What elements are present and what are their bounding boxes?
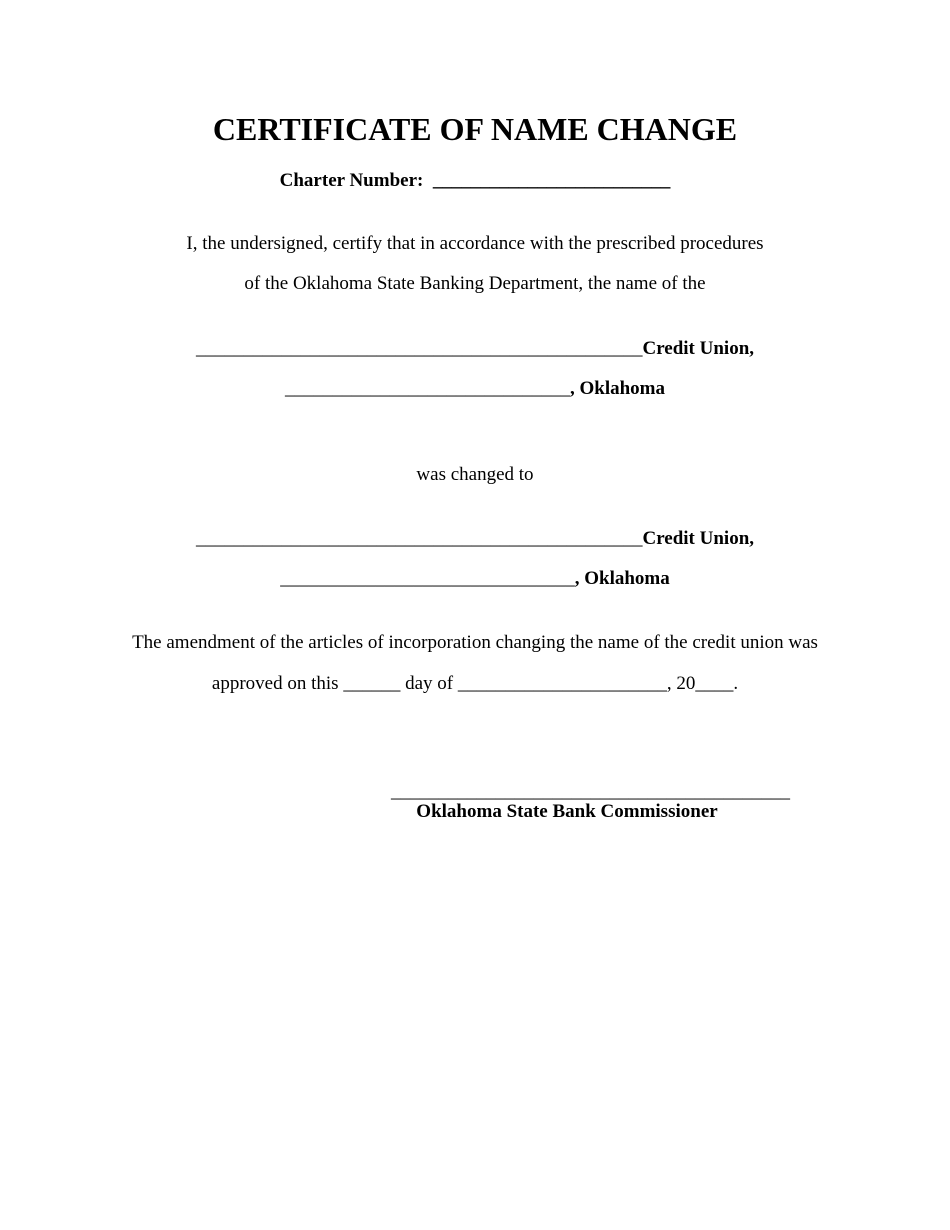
signature-line: __________________________________________ <box>391 781 790 802</box>
new-city-blank: _______________________________ <box>280 568 575 589</box>
new-name-blank: _______________________________________________ <box>195 528 643 549</box>
intro-line-2: of the Oklahoma State Banking Department, the name of the <box>244 273 706 294</box>
old-name-blank: _______________________________________________ <box>195 338 643 359</box>
new-city-suffix: , Oklahoma <box>574 568 670 589</box>
charter-number-row <box>0 171 950 190</box>
approved-on-text: approved on this <box>211 673 339 694</box>
intro-line-1: I, the undersigned, certify that in accordance with the prescribed procedures <box>186 233 764 254</box>
period: . <box>733 673 739 694</box>
amendment-line-2 <box>0 674 950 693</box>
new-name-row <box>0 529 950 548</box>
old-city-suffix: , Oklahoma <box>569 378 666 399</box>
day-of-text: day of <box>405 673 454 694</box>
page-title: CERTIFICATE OF NAME CHANGE <box>212 111 738 147</box>
old-name-suffix: Credit Union, <box>642 338 755 359</box>
charter-number-label: Charter Number: <box>279 170 424 191</box>
year-prefix: , 20 <box>666 673 696 694</box>
changed-to-text: was changed to <box>416 464 534 485</box>
charter-number-blank: _________________________ <box>432 170 671 191</box>
amendment-line-1: The amendment of the articles of incorporation changing the name of the credit union was <box>132 632 818 653</box>
old-city-row <box>0 379 950 398</box>
day-blank: ______ <box>343 673 401 694</box>
old-name-row <box>0 339 950 358</box>
old-city-blank: ______________________________ <box>284 378 570 399</box>
new-city-row <box>0 569 950 588</box>
month-blank: ______________________ <box>457 673 667 694</box>
signature-label: Oklahoma State Bank Commissioner <box>416 801 718 822</box>
year-blank: ____ <box>695 673 734 694</box>
new-name-suffix: Credit Union, <box>642 528 755 549</box>
